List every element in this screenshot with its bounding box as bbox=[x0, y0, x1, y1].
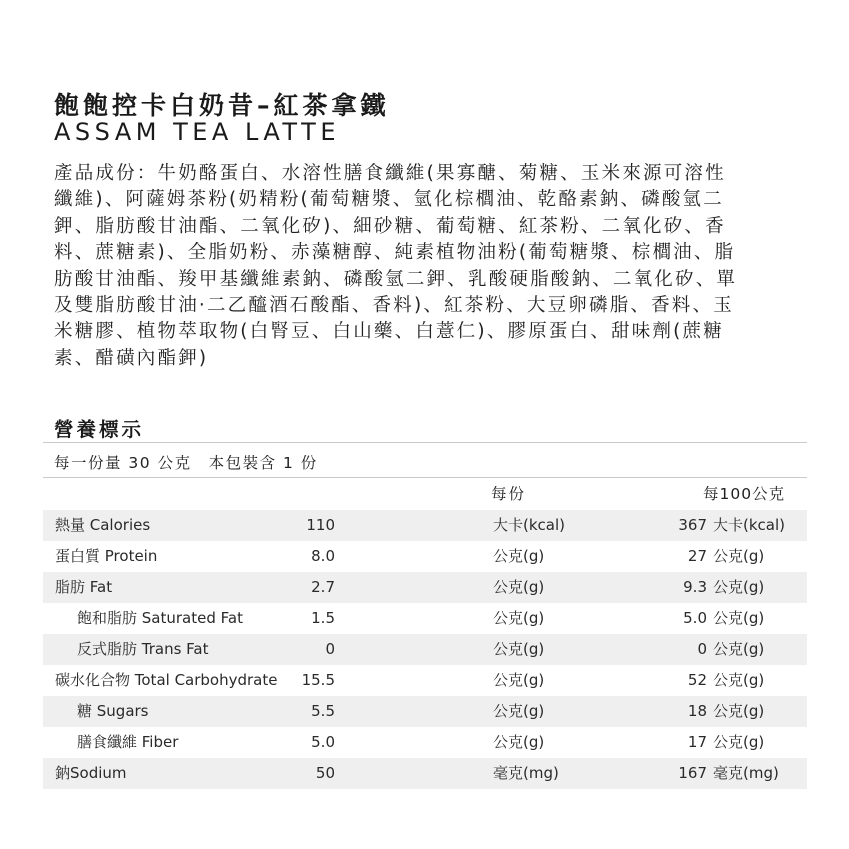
unit-per-100g: 公克(g) bbox=[713, 609, 765, 627]
unit-per-serving: 公克(g) bbox=[493, 547, 545, 565]
value-per-serving: 110 bbox=[306, 516, 335, 534]
table-row bbox=[43, 634, 807, 665]
value-per-serving: 5.0 bbox=[311, 733, 335, 751]
value-per-100g: 367 bbox=[678, 516, 707, 534]
unit-per-100g: 公克(g) bbox=[713, 640, 765, 658]
ingredients-line: 料、蔗糖素)、全脂奶粉、赤藻糖醇、純素植物油粉(葡萄糖漿、棕櫚油、脂 bbox=[54, 242, 736, 264]
ingredients-line: 鉀、脂肪酸甘油酯、二氧化矽)、細砂糖、葡萄糖、紅茶粉、二氧化矽、香 bbox=[54, 215, 726, 237]
unit-per-100g: 毫克(mg) bbox=[713, 764, 779, 782]
nutrient-label: 反式脂肪 Trans Fat bbox=[77, 640, 209, 658]
table-row bbox=[43, 758, 807, 789]
unit-per-100g: 公克(g) bbox=[713, 578, 765, 596]
serving-size: 每一份量 30 公克 本包裝含 1 份 bbox=[54, 454, 318, 472]
nutrient-label: 膳食纖維 Fiber bbox=[77, 733, 179, 751]
value-per-100g: 18 bbox=[687, 702, 707, 720]
table-row bbox=[43, 727, 807, 758]
value-per-100g: 9.3 bbox=[683, 578, 707, 596]
value-per-serving: 2.7 bbox=[311, 578, 335, 596]
ingredients-line: 肪酸甘油酯、羧甲基纖維素鈉、磷酸氫二鉀、乳酸硬脂酸鈉、二氧化矽、單 bbox=[54, 268, 738, 290]
unit-per-100g: 大卡(kcal) bbox=[713, 516, 785, 534]
ingredients-line: 素、醋磺內酯鉀) bbox=[54, 347, 209, 369]
column-header-per-serving: 每份 bbox=[491, 485, 527, 503]
divider bbox=[43, 477, 807, 478]
nutrient-label: 熱量 Calories bbox=[55, 516, 151, 534]
value-per-serving: 15.5 bbox=[301, 671, 335, 689]
value-per-100g: 52 bbox=[687, 671, 707, 689]
value-per-100g: 0 bbox=[697, 640, 707, 658]
product-title-en: ASSAM TEA LATTE bbox=[54, 118, 340, 146]
nutrient-label: 蛋白質 Protein bbox=[55, 547, 158, 565]
unit-per-100g: 公克(g) bbox=[713, 671, 765, 689]
unit-per-serving: 公克(g) bbox=[493, 640, 545, 658]
table-row bbox=[43, 572, 807, 603]
table-row bbox=[43, 541, 807, 572]
nutrition-heading: 營養標示 bbox=[54, 418, 145, 441]
table-row bbox=[43, 665, 807, 696]
value-per-serving: 0 bbox=[325, 640, 335, 658]
unit-per-100g: 公克(g) bbox=[713, 702, 765, 720]
unit-per-serving: 大卡(kcal) bbox=[493, 516, 565, 534]
unit-per-100g: 公克(g) bbox=[713, 733, 765, 751]
table-row bbox=[43, 603, 807, 634]
unit-per-serving: 毫克(mg) bbox=[493, 764, 559, 782]
value-per-serving: 1.5 bbox=[311, 609, 335, 627]
value-per-serving: 50 bbox=[315, 764, 335, 782]
nutrient-label: 飽和脂肪 Saturated Fat bbox=[77, 609, 243, 627]
ingredients-line: 纖維)、阿薩姆茶粉(奶精粉(葡萄糖漿、氫化棕櫚油、乾酪素鈉、磷酸氫二 bbox=[54, 189, 724, 211]
ingredients-line: 米糖膠、植物萃取物(白腎豆、白山藥、白薏仁)、膠原蛋白、甜味劑(蔗糖 bbox=[54, 321, 724, 343]
unit-per-serving: 公克(g) bbox=[493, 609, 545, 627]
value-per-100g: 5.0 bbox=[683, 609, 707, 627]
table-header-row bbox=[43, 479, 807, 510]
unit-per-serving: 公克(g) bbox=[493, 578, 545, 596]
value-per-100g: 27 bbox=[687, 547, 707, 565]
ingredients-text bbox=[54, 161, 811, 372]
unit-per-serving: 公克(g) bbox=[493, 702, 545, 720]
ingredients-line: 產品成份：牛奶酪蛋白、水溶性膳食纖維(果寡醣、菊糖、玉米來源可溶性 bbox=[54, 163, 726, 184]
nutrient-label: 鈉Sodium bbox=[55, 764, 127, 782]
ingredients-line: 及雙脂肪酸甘油·二乙醯酒石酸酯、香料)、紅茶粉、大豆卵磷脂、香料、玉 bbox=[54, 295, 734, 317]
column-header-per-100g: 每100公克 bbox=[703, 485, 786, 503]
product-title-zh: 飽飽控卡白奶昔–紅茶拿鐵 bbox=[54, 91, 390, 120]
nutrient-label: 脂肪 Fat bbox=[55, 578, 113, 596]
unit-per-serving: 公克(g) bbox=[493, 733, 545, 751]
value-per-serving: 5.5 bbox=[311, 702, 335, 720]
table-row bbox=[43, 696, 807, 727]
value-per-serving: 8.0 bbox=[311, 547, 335, 565]
unit-per-100g: 公克(g) bbox=[713, 547, 765, 565]
table-row bbox=[43, 510, 807, 541]
divider bbox=[43, 442, 807, 443]
unit-per-serving: 公克(g) bbox=[493, 671, 545, 689]
value-per-100g: 167 bbox=[678, 764, 707, 782]
value-per-100g: 17 bbox=[687, 733, 707, 751]
nutrient-label: 糖 Sugars bbox=[77, 702, 149, 720]
nutrient-label: 碳水化合物 Total Carbohydrate bbox=[55, 671, 278, 689]
